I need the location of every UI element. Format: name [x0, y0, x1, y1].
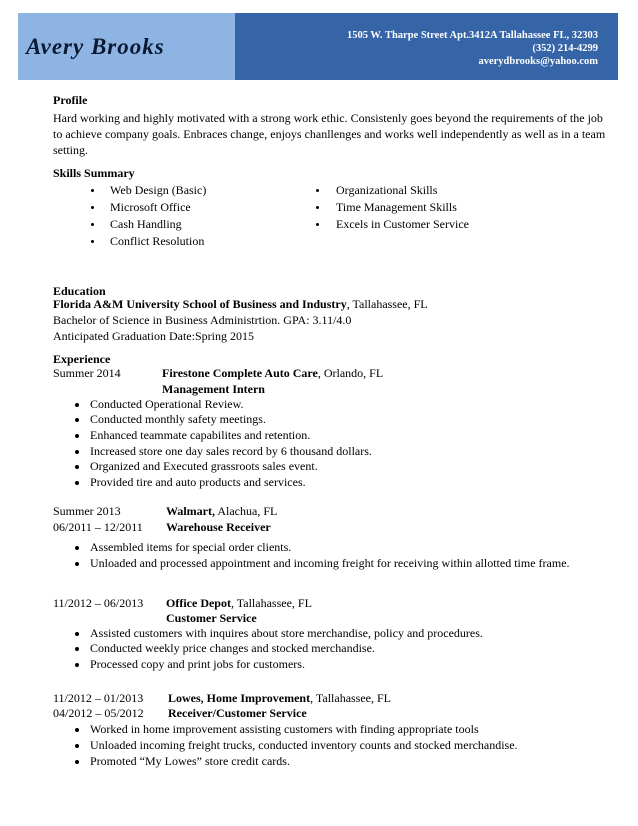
skill-item: Conflict Resolution: [110, 234, 205, 248]
job-duty: Increased store one day sales record by 6 thousand dollars.: [90, 444, 372, 458]
bullet-icon: [91, 189, 94, 192]
bullet-icon: [75, 632, 79, 636]
job-location: , Orlando, FL: [317, 366, 384, 380]
skill-item: Web Design (Basic): [110, 183, 207, 197]
profile-line: to achieve company goals. Enbraces change, enjoys chanllenges and works well independently as well as in a team: [53, 127, 606, 141]
skill-item: Microsoft Office: [110, 200, 191, 214]
job-duty: Worked in home improvement assisting customers with finding appropriate tools: [90, 722, 479, 736]
bullet-icon: [316, 206, 319, 209]
education-heading: Education: [53, 284, 106, 298]
job-location: Alachua, FL: [215, 504, 278, 518]
skills-heading: Skills Summary: [53, 166, 135, 180]
skill-item: Time Management Skills: [336, 200, 457, 214]
education-school-line: [53, 296, 428, 312]
contact-address: 1505 W. Tharpe Street Apt.3412A Tallahassee FL, 32303: [346, 30, 598, 41]
job-duty: Conducted weekly price changes and stocked merchandise.: [90, 641, 375, 655]
candidate-name: Avery Brooks: [26, 34, 165, 59]
job-date: 11/2012 – 01/2013: [53, 691, 144, 705]
bullet-icon: [75, 744, 79, 748]
job-duty: Conducted Operational Review.: [90, 397, 244, 411]
job-duty: Promoted “My Lowes” store credit cards.: [90, 754, 290, 768]
job-duty: Organized and Executed grassroots sales event.: [90, 459, 318, 473]
education-degree: Bachelor of Science in Business Administrtion. GPA: 3.11/4.0: [53, 313, 352, 327]
profile-line: Hard working and highly motivated with a strong work ethic. Consistenly goes beyond the requirements of the job: [53, 111, 603, 125]
bullet-icon: [316, 223, 319, 226]
job-company-line: [166, 595, 312, 611]
resume-header: [18, 13, 618, 80]
profile-heading: Profile: [53, 93, 88, 107]
bullet-icon: [91, 240, 94, 243]
school-name: Florida A&M University School of Business and Industry: [53, 297, 347, 311]
education-graduation: Anticipated Graduation Date:Spring 2015: [53, 329, 254, 343]
job-company: Office Depot: [166, 596, 231, 610]
job-date: Summer 2013: [53, 504, 121, 518]
job-company: Walmart,: [166, 504, 215, 518]
bullet-icon: [91, 206, 94, 209]
job-date: 11/2012 – 06/2013: [53, 596, 144, 610]
experience-heading: Experience: [53, 352, 111, 366]
job-title: Receiver/Customer Service: [168, 706, 307, 720]
job-duty: Processed copy and print jobs for customers.: [90, 657, 305, 671]
bullet-icon: [75, 434, 79, 438]
job-company: Lowes, Home Improvement: [168, 691, 311, 705]
bullet-icon: [75, 760, 79, 764]
bullet-icon: [75, 481, 79, 485]
bullet-icon: [75, 450, 79, 454]
job-duty: Unloaded incoming freight trucks, conducted inventory counts and stocked merchandise.: [90, 738, 518, 752]
bullet-icon: [75, 403, 79, 407]
bullet-icon: [75, 647, 79, 651]
profile-text: [53, 110, 605, 158]
job-company: Firestone Complete Auto Care: [162, 366, 318, 380]
job-duty: Conducted monthly safety meetings.: [90, 412, 266, 426]
skill-item: Cash Handling: [110, 217, 182, 231]
job-company-line: [166, 503, 277, 519]
bullet-icon: [75, 562, 79, 566]
job-location: , Tallahassee, FL: [230, 596, 312, 610]
contact-phone: (352) 214-4299: [532, 43, 598, 54]
bullet-icon: [75, 418, 79, 422]
bullet-icon: [91, 223, 94, 226]
job-company-line: [168, 690, 391, 706]
header-name-panel: [18, 13, 235, 80]
job-duty: Enhanced teammate capabilites and retention.: [90, 428, 311, 442]
bullet-icon: [75, 546, 79, 550]
job-date: 04/2012 – 05/2012: [53, 706, 144, 720]
job-company-line: [162, 365, 383, 381]
job-title: Customer Service: [166, 611, 257, 625]
job-date: 06/2011 – 12/2011: [53, 520, 143, 534]
header-contact-panel: [235, 13, 618, 80]
contact-block: [347, 29, 598, 68]
bullet-icon: [316, 189, 319, 192]
job-duty: Assembled items for special order clients.: [90, 540, 292, 554]
job-duty: Unloaded and processed appointment and incoming freight for receiving within allotted time frame.: [90, 556, 570, 570]
profile-line: setting.: [53, 143, 88, 157]
bullet-icon: [75, 728, 79, 732]
job-title: Warehouse Receiver: [166, 520, 271, 534]
skill-item: Organizational Skills: [336, 183, 438, 197]
skill-item: Excels in Customer Service: [336, 217, 469, 231]
job-duty: Provided tire and auto products and services.: [90, 475, 306, 489]
school-location: , Tallahassee, FL: [346, 297, 428, 311]
job-duty: Assisted customers with inquires about store merchandise, policy and procedures.: [90, 626, 483, 640]
bullet-icon: [75, 465, 79, 469]
bullet-icon: [75, 663, 79, 667]
job-location: , Tallahassee, FL: [310, 691, 392, 705]
job-date: Summer 2014: [53, 366, 121, 380]
contact-email: averydbrooks@yahoo.com: [478, 56, 598, 67]
job-title: Management Intern: [162, 382, 265, 396]
